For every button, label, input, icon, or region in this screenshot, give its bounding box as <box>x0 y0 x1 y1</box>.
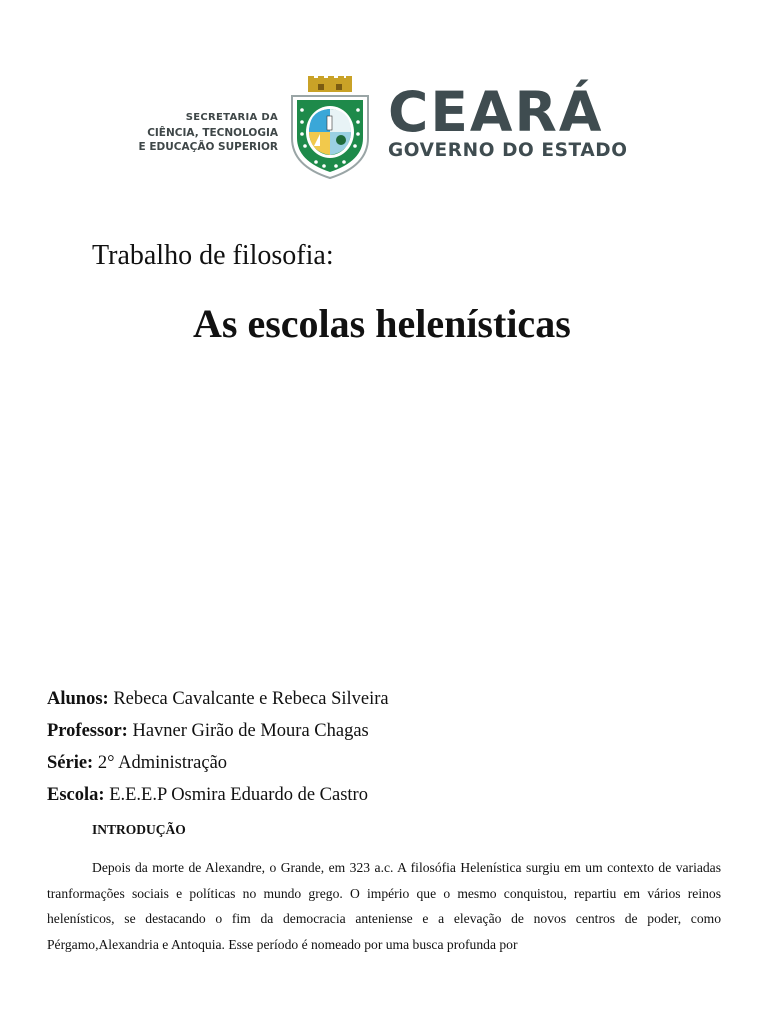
department-line-1: SECRETARIA DA <box>185 112 278 123</box>
introduction-heading: INTRODUÇÃO <box>92 822 186 837</box>
school-row <box>47 779 389 811</box>
grade-label: Série: <box>47 753 94 773</box>
document-subtitle: Trabalho de filosofia: <box>92 240 334 271</box>
department-line-3: E EDUCAÇÃO SUPERIOR <box>138 141 278 153</box>
students-value: Rebeca Cavalcante e Rebeca Silveira <box>108 689 389 709</box>
brand-subtitle: GOVERNO DO ESTADO <box>388 140 628 161</box>
grade-row <box>47 747 389 779</box>
teacher-value: Havner Girão de Moura Chagas <box>127 721 369 741</box>
department-name <box>110 111 278 155</box>
students-row <box>47 683 389 715</box>
department-line-2: CIÊNCIA, TECNOLOGIA <box>147 126 278 139</box>
document-title: As escolas helenísticas <box>193 301 571 346</box>
brand-block <box>388 80 628 161</box>
grade-value: 2° Administração <box>93 753 228 773</box>
school-label: Escola: <box>47 785 105 805</box>
students-label: Alunos: <box>47 689 109 709</box>
introduction-paragraph: Depois da morte de Alexandre, o Grande, em 323 a.c. A filosófia Helenística surgiu em um contexto de variadas tranformações sociais e políticas no mundo grego. O império que o mesmo conquistou, repartiu em vários reinos helenísticos, se destacando o fim da democracia anteniense e a elevação de novos centros de poder, como Pérgamo,Alexandria e Antoquia. Esse período é nomeado por uma busca profunda por <box>47 860 721 952</box>
teacher-row <box>47 715 389 747</box>
government-header <box>0 70 768 185</box>
ceara-coat-of-arms-icon <box>288 76 372 180</box>
teacher-label: Professor: <box>47 721 128 741</box>
student-info <box>47 683 389 811</box>
school-value: E.E.E.P Osmira Eduardo de Castro <box>104 785 368 805</box>
brand-name: CEARÁ <box>388 80 604 144</box>
